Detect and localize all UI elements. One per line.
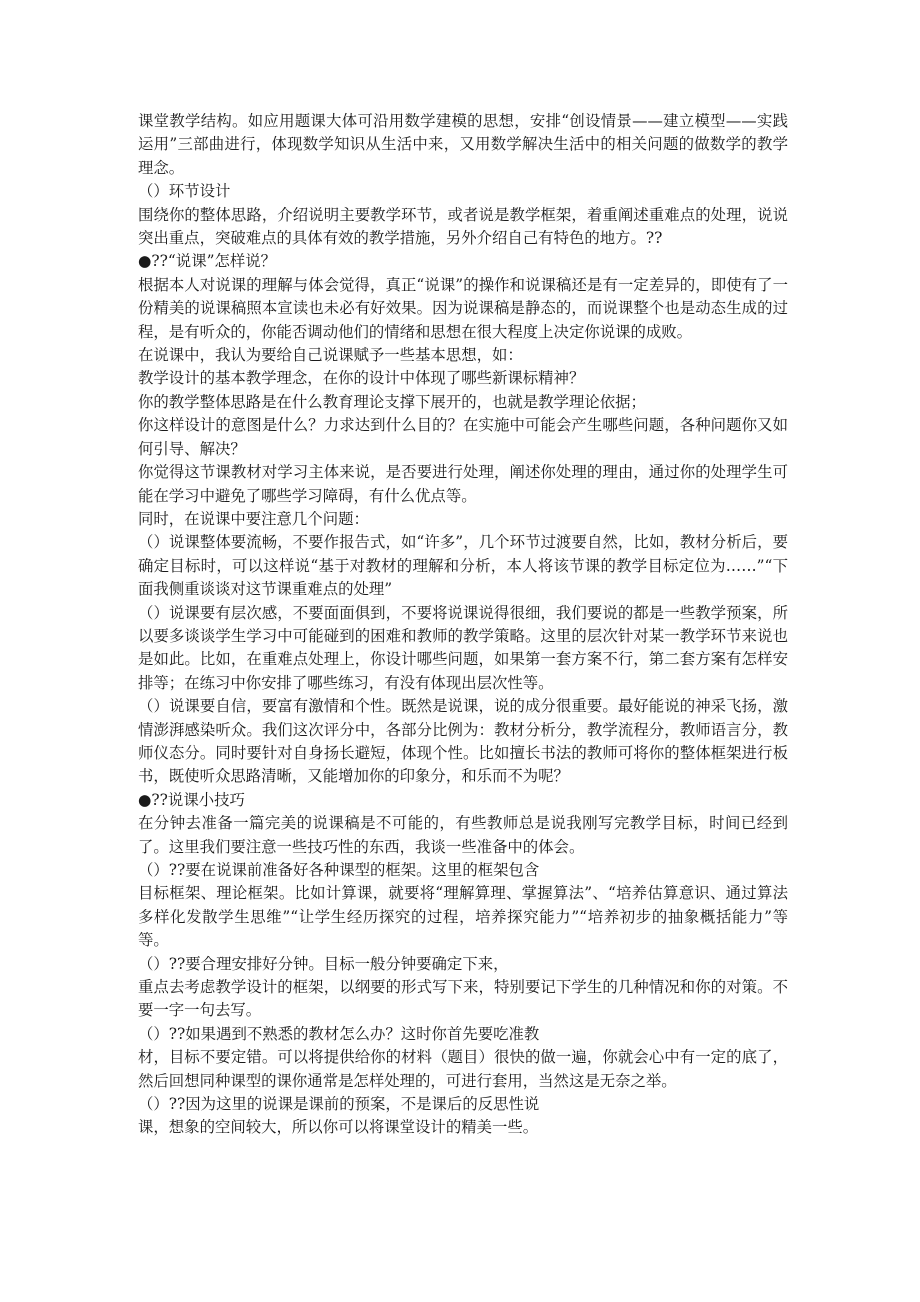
paragraph-18: 目标框架、理论框架。比如计算课，就要将“理解算理、掌握算法”、“培养估算意识、通过算法多样化发散学生思维”“让学生经历探究的过程，培养探究能力”“培养初步的抽象概括能力”等等。 [138, 884, 788, 950]
paragraph-16: 在分钟去准备一篇完美的说课稿是不可能的，有些教师总是说我刚写完教学目标，时间已经到了。这里我们要注意一些技巧性的东西，我谈一些准备中的体会。 [138, 814, 788, 856]
paragraph-8: 你的教学整体思路是在什么教育理论支撑下展开的，也就是教学理论依据； [138, 392, 646, 411]
paragraph-6: 在说课中，我认为要给自己说课赋予一些基本思想，如： [138, 346, 523, 365]
paragraph-15: ●??说课小技巧 [138, 790, 245, 809]
paragraph-11: 同时，在说课中要注意几个问题： [138, 509, 369, 528]
paragraph-1: 课堂教学结构。如应用题课大体可沿用数学建模的思想，安排“创设情景——建立模型——实践运用”三部曲进行，体现数学知识从生活中来，又用数学解决生活中的相关问题的做数学的教学理念。 [138, 112, 788, 177]
paragraph-20: 重点去考虑教学设计的框架，以纲要的形式写下来，特别要记下学生的几种情况和你的对策。不要一字一句去写。 [138, 978, 788, 1020]
paragraph-13: （）说课要有层次感，不要面面俱到，不要将说课说得很细，我们要说的都是一些教学预案，所以要多谈谈学生学习中可能碰到的困难和教师的教学策略。这里的层次针对某一教学环节来说也是如此。比如，在重难点处理上，你设计哪些问题，如果第一套方案不行，第二套方案有怎样安排等；在练习中你安排了哪些练习，有没有体现出层次性等。 [138, 603, 788, 692]
document-body [138, 110, 788, 1140]
paragraph-7: 教学设计的基本教学理念，在你的设计中体现了哪些新课标精神？ [138, 369, 585, 388]
paragraph-22: 材，目标不要定错。可以将提供给你的材料（题目）很快的做一遍，你就会心中有一定的底了，然后回想同种课型的课你通常是怎样处理的，可进行套用，当然这是无奈之举。 [138, 1048, 788, 1090]
paragraph-24: 课，想象的空间较大，所以你可以将课堂设计的精美一些。 [138, 1118, 539, 1137]
paragraph-12: （）说课整体要流畅，不要作报告式，如“许多”，几个环节过渡要自然，比如，教材分析后，要确定目标时，可以这样说“基于对教材的理解和分析，本人将该节课的教学目标定位为……”“下面我侧重谈谈对这节课重难点的处理” [138, 533, 788, 599]
paragraph-17: （）??要在说课前准备好各种课型的框架。这里的框架包含 [138, 861, 540, 879]
paragraph-3: 围绕你的整体思路，介绍说明主要教学环节，或者说是教学框架，着重阐述重难点的处理，说说突出重点，突破难点的具体有效的教学措施，另外介绍自己有特色的地方。?? [138, 205, 788, 248]
paragraph-2: （）环节设计 [138, 182, 231, 201]
paragraph-14: （）说课要自信，要富有激情和个性。既然是说课，说的成分很重要。最好能说的神采飞扬，激情澎湃感染听众。我们这次评分中，各部分比例为：教材分析分，教学流程分，教师语言分，教师仪态分。同时要针对自身扬长避短，体现个性。比如擅长书法的教师可将你的整体框架进行板书，既使听众思路清晰，又能增加你的印象分，和乐而不为呢？ [138, 697, 788, 786]
paragraph-10: 你觉得这节课教材对学习主体来说，是否要进行处理，阐述你处理的理由，通过你的处理学生可能在学习中避免了哪些学习障碍，有什么优点等。 [138, 463, 788, 505]
paragraph-19: （）??要合理安排好分钟。目标一般分钟要确定下来， [138, 954, 509, 973]
paragraph-21: （）??如果遇到不熟悉的教材怎么办？这时你首先要吃准教 [138, 1024, 540, 1043]
paragraph-4: ●??“说课”怎样说？ [138, 252, 277, 271]
paragraph-9: 你这样设计的意图是什么？力求达到什么目的？在实施中可能会产生哪些问题，各种问题你又如何引导、解决？ [138, 416, 788, 458]
paragraph-23: （）??因为这里的说课是课前的预案，不是课后的反思性说 [138, 1095, 540, 1114]
paragraph-5: 根据本人对说课的理解与体会觉得，真正“说课”的操作和说课稿还是有一定差异的，即使有了一份精美的说课稿照本宣读也未必有好效果。因为说课稿是静态的，而说课整个也是动态生成的过程，是有听众的，你能否调动他们的情绪和思想在很大程度上决定你说课的成败。 [138, 275, 788, 341]
